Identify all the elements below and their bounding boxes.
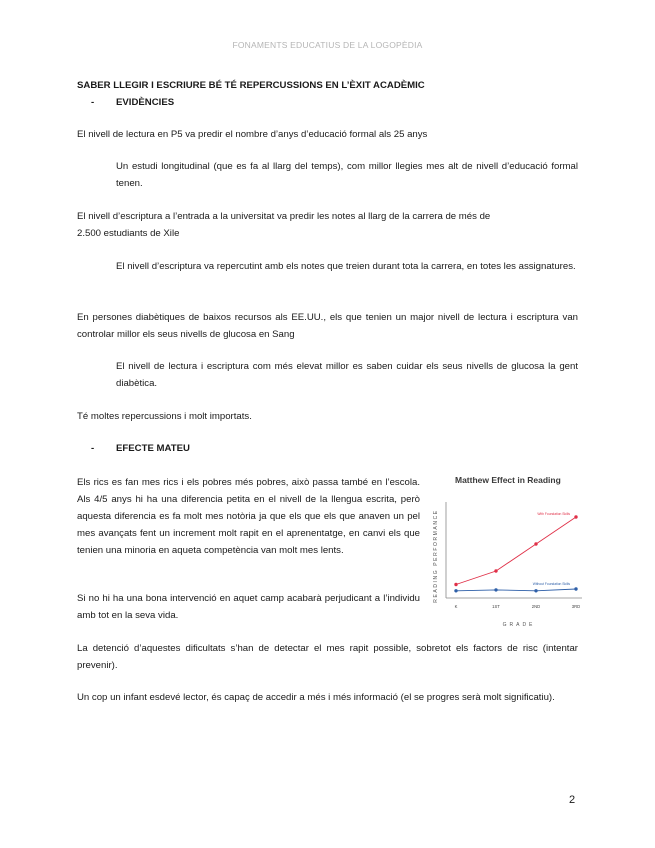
series-line-1 — [456, 589, 576, 591]
subsection-evidencies: EVIDÈNCIES — [116, 97, 175, 108]
section-heading: SABER LLEGIR I ESCRIURE BÉ TÉ REPERCUSSIONS EN L’ÈXIT ACADÈMIC — [77, 80, 425, 91]
series-line-0 — [456, 517, 576, 585]
data-point — [454, 583, 457, 586]
x-tick-label: 2ND — [531, 604, 541, 609]
section-dash-evidencies: - — [91, 97, 95, 108]
paragraph-p5-reading: El nivell de lectura en P5 va predir el nombre d’anys d’educació formal als 25 anys — [77, 129, 428, 140]
x-tick-label: 3RD — [571, 604, 581, 609]
subsection-efecte-mateu: EFECTE MATEU — [116, 443, 190, 454]
series-label-1: Without Foundation Skills — [532, 582, 570, 586]
data-point — [494, 588, 497, 591]
running-header: FONAMENTS EDUCATIUS DE LA LOGOPÈDIA — [232, 40, 423, 50]
section-dash-efecte: - — [91, 443, 95, 454]
chart-title: Matthew Effect in Reading — [455, 475, 561, 485]
data-point — [534, 542, 537, 545]
paragraph-reader: Un cop un infant esdevé lector, és capaç de accedir a més i més informació (el se progres serà molt significatiu). — [77, 692, 555, 703]
paragraph-writing-line1: El nivell d’escriptura a l’entrada a la universitat va predir les notes al llarg de la carrera de més de — [77, 211, 491, 222]
paragraph-p5-note: Un estudi longitudinal (que es fa al llarg del temps), com millor llegies mes alt de nivell d’educació formal tenen. — [116, 161, 578, 189]
paragraph-repercussions: Té moltes repercussions i molt importats. — [77, 411, 252, 422]
data-point — [494, 569, 497, 572]
paragraph-detection: La detenció d’aquestes dificultats s’han de detectar el mes rapit possible, sobretot els factors de risc (intentar prevenir). — [77, 643, 578, 671]
paragraph-writing-line2: 2.500 estudiants de Xile — [77, 228, 180, 239]
data-point — [534, 589, 537, 592]
paragraph-diabetes: En persones diabètiques de baixos recursos als EE.UU., els que tenien un major nivell de lectura i escriptura van controlar millor els seus nivells de glucosa en Sang — [77, 312, 578, 340]
data-point — [574, 587, 577, 590]
x-tick-label: 1ST — [492, 604, 500, 609]
paragraph-matthew-effect: Els rics es fan mes rics i els pobres més pobres, això passa també en l’escola. Als 4/5 anys hi ha una diferencia petita en el nivell de la llengua escrita, però aquesta diferencia es fa molt mes notòria ja que els que els que anaven un pel mes avançats fent un increment molt rapit en el aprenentatge, en canvi els que tenien una minoria en aqueta competència van molt mes lents. — [77, 477, 420, 556]
x-tick-label: K — [454, 604, 458, 609]
series-label-0: With Foundation Skills — [537, 512, 570, 516]
data-point — [454, 589, 457, 592]
data-point — [574, 515, 577, 518]
paragraph-writing-note: El nivell d’escriptura va repercutint amb els notes que treien durant tota la carrera, en totes les assignatures. — [116, 261, 576, 272]
paragraph-intervention: Si no hi ha una bona intervenció en aquet camp acabarà perjudicant a l’individu amb tot en la seva vida. — [77, 593, 420, 621]
paragraph-diabetes-note: El nivell de lectura i escriptura com més elevat millor es saben cuidar els seus nivells de glucosa la gent diabètica. — [116, 361, 578, 389]
matthew-effect-chart — [427, 468, 592, 633]
chart-y-axis-label: READING PERFORMANCE — [433, 509, 439, 603]
page-number: 2 — [569, 794, 576, 806]
chart-x-axis-label: GRADE — [502, 622, 536, 628]
